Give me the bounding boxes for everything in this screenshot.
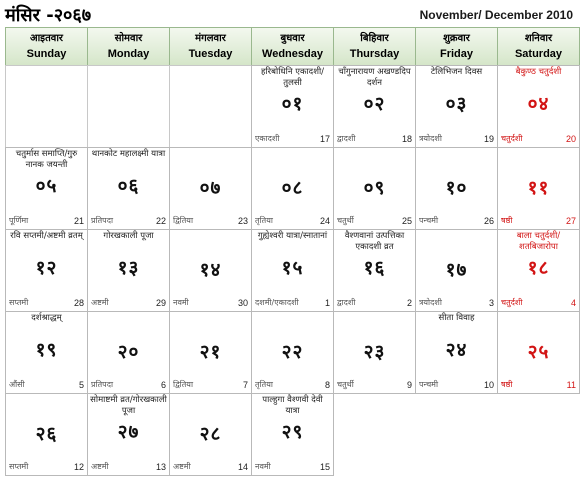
weekday-nepali-label: आइतवार	[29, 33, 64, 44]
nepali-day-number: २०	[117, 341, 140, 363]
day-cell[interactable]	[415, 65, 498, 148]
weekday-header-monday	[87, 27, 170, 66]
day-event-text: पाल्हुगा वैश्णवी देवी यात्रा	[262, 395, 323, 416]
nepali-day-number: १७	[445, 259, 468, 281]
nepali-day-number: २७	[117, 421, 140, 443]
gregorian-date-number: 3	[488, 298, 494, 308]
weekday-header-wednesday	[251, 27, 334, 66]
day-event-text: सीता विवाह	[438, 313, 475, 323]
nepali-day-number: २८	[199, 423, 222, 445]
weekday-header-tuesday	[169, 27, 252, 66]
day-cell[interactable]	[87, 147, 170, 230]
tithi-label: षष्ठी	[501, 216, 513, 225]
gregorian-date-number: 10	[483, 380, 494, 390]
weekday-english-label: Tuesday	[188, 48, 233, 60]
weekday-english-label: Friday	[439, 48, 473, 60]
day-cell[interactable]	[497, 311, 580, 394]
day-cell[interactable]	[169, 229, 252, 312]
nepali-day-number: ०९	[363, 177, 386, 199]
tithi-label: चतुर्थी	[337, 216, 354, 225]
day-cell[interactable]	[251, 393, 334, 476]
nepali-day-number: २२	[281, 341, 304, 363]
gregorian-date-number: 25	[401, 216, 412, 226]
gregorian-date-number: 5	[78, 380, 84, 390]
gregorian-date-number: 4	[570, 298, 576, 308]
gregorian-date-number: 1	[324, 298, 330, 308]
day-cell[interactable]	[87, 311, 170, 394]
calendar-title: मंसिर -२०६७	[5, 5, 92, 26]
gregorian-date-number: 20	[565, 134, 576, 144]
tithi-label: औंसी	[9, 380, 25, 389]
gregorian-date-number: 18	[401, 134, 412, 144]
gregorian-date-number: 27	[565, 216, 576, 226]
day-event-text: दर्शश्राद्धम्	[31, 313, 62, 323]
calendar-date-range: November/ December 2010	[419, 8, 573, 22]
day-cell[interactable]	[333, 229, 416, 312]
nepali-day-number: २५	[527, 341, 550, 363]
day-cell[interactable]	[5, 147, 88, 230]
day-event-text: थानकोट महालक्ष्मी यात्रा	[91, 149, 166, 159]
tithi-label: अष्टमी	[91, 462, 109, 471]
tithi-label: प्रतिपदा	[91, 216, 114, 225]
tithi-label: सप्तमी	[9, 462, 29, 471]
tithi-label: नवमी	[173, 298, 189, 307]
day-event-text: गुह्येश्वरी यात्रा/स्नातानां	[257, 231, 328, 241]
gregorian-date-number: 9	[406, 380, 412, 390]
day-cell[interactable]	[251, 65, 334, 148]
tithi-label: त्रयोदशी	[419, 134, 442, 143]
day-cell[interactable]	[87, 229, 170, 312]
weekday-header-friday	[415, 27, 498, 66]
weekday-english-label: Thursday	[349, 48, 400, 60]
gregorian-date-number: 17	[319, 134, 330, 144]
tithi-label: द्वादशी	[337, 134, 356, 143]
nepali-day-number: २१	[199, 341, 222, 363]
day-cell[interactable]	[251, 147, 334, 230]
weekday-nepali-label: बिहिवार	[360, 33, 389, 44]
nepali-day-number: २६	[35, 423, 58, 445]
empty-day-cell	[169, 65, 252, 148]
tithi-label: चतुर्दशी	[501, 134, 523, 143]
nepali-day-number: ०८	[281, 177, 304, 199]
day-cell[interactable]	[333, 311, 416, 394]
nepali-day-number: २३	[363, 341, 386, 363]
weekday-english-label: Monday	[107, 48, 150, 60]
nepali-day-number: ०२	[363, 93, 386, 115]
nepali-day-number: १९	[35, 339, 58, 361]
calendar-grid	[5, 27, 580, 477]
tithi-label: अष्टमी	[91, 298, 109, 307]
gregorian-date-number: 26	[483, 216, 494, 226]
tithi-label: द्वितिया	[173, 216, 194, 225]
gregorian-date-number: 19	[483, 134, 494, 144]
tithi-label: अष्टमी	[173, 462, 191, 471]
tithi-label: नवमी	[255, 462, 271, 471]
nepali-day-number: ०६	[117, 175, 140, 197]
tithi-label: चतुर्दशी	[501, 298, 523, 307]
nepali-day-number: १५	[281, 257, 304, 279]
nepali-day-number: २९	[281, 421, 304, 443]
gregorian-date-number: 13	[155, 462, 166, 472]
tithi-label: पूर्णिमा	[9, 216, 29, 225]
weekday-nepali-label: शुक्रवार	[443, 33, 470, 44]
day-event-text: हरिबोधिनि एकादशी/तुलसी	[260, 67, 325, 88]
gregorian-date-number: 24	[319, 216, 330, 226]
tithi-label: द्वादशी	[337, 298, 356, 307]
weekday-header-thursday	[333, 27, 416, 66]
tithi-label: सप्तमी	[9, 298, 29, 307]
tithi-label: द्वितिया	[173, 380, 194, 389]
tithi-label: तृतिया	[255, 216, 273, 225]
day-event-text: चतुर्मास समाप्ति/गुरु नानक जयन्ती	[15, 149, 78, 170]
day-cell[interactable]	[415, 229, 498, 312]
weekday-header-saturday	[497, 27, 580, 66]
nepali-day-number: २४	[445, 339, 468, 361]
day-cell[interactable]	[5, 229, 88, 312]
day-cell[interactable]	[497, 147, 580, 230]
weekday-nepali-label: शनिवार	[524, 33, 553, 44]
day-cell[interactable]	[333, 65, 416, 148]
nepali-day-number: १३	[117, 257, 140, 279]
weekday-english-label: Saturday	[514, 48, 563, 60]
tithi-label: तृतिया	[255, 380, 273, 389]
gregorian-date-number: 14	[237, 462, 248, 472]
gregorian-date-number: 7	[242, 380, 248, 390]
day-event-text: सोमाष्टमी व्रत/गोरखकाली पूजा	[90, 395, 167, 416]
day-event-text: चाँगुनारायण अखण्डदिप दर्शन	[338, 67, 411, 88]
tithi-label: दशमी/एकादशी	[255, 298, 299, 307]
day-cell[interactable]	[87, 393, 170, 476]
nepali-day-number: १४	[199, 259, 222, 281]
day-event-text: टेलिभिजन दिवस	[430, 67, 483, 77]
day-cell[interactable]	[415, 311, 498, 394]
gregorian-date-number: 12	[73, 462, 84, 472]
day-cell[interactable]	[169, 311, 252, 394]
day-event-text: रवि सप्तमी/अष्टमी व्रतम्	[10, 231, 83, 241]
nepali-day-number: ०४	[527, 93, 550, 115]
weekday-header-sunday	[5, 27, 88, 66]
gregorian-date-number: 15	[319, 462, 330, 472]
day-cell[interactable]	[497, 229, 580, 312]
nepali-day-number: १२	[35, 257, 58, 279]
weekday-nepali-label: बुधवार	[280, 33, 305, 44]
gregorian-date-number: 22	[155, 216, 166, 226]
empty-day-cell	[87, 65, 170, 148]
gregorian-date-number: 2	[406, 298, 412, 308]
gregorian-date-number: 28	[73, 298, 84, 308]
gregorian-date-number: 8	[324, 380, 330, 390]
tithi-label: एकादशी	[255, 134, 280, 143]
gregorian-date-number: 23	[237, 216, 248, 226]
nepali-day-number: ०३	[445, 93, 468, 115]
nepali-day-number: ०७	[199, 177, 222, 199]
gregorian-date-number: 21	[73, 216, 84, 226]
gregorian-date-number: 6	[160, 380, 166, 390]
nepali-day-number: ११	[527, 177, 550, 199]
tithi-label: षष्ठी	[501, 380, 513, 389]
nepali-day-number: १८	[527, 257, 550, 279]
weekday-nepali-label: सोमवार	[114, 33, 143, 44]
day-cell[interactable]	[251, 229, 334, 312]
day-event-text: बाला चतुर्दशी/शतबिजारोपा	[516, 231, 561, 252]
gregorian-date-number: 29	[155, 298, 166, 308]
nepali-day-number: १०	[445, 177, 468, 199]
tithi-label: पन्चमी	[419, 380, 439, 389]
empty-day-cell	[5, 65, 88, 148]
nepali-day-number: १६	[363, 257, 386, 279]
weekday-nepali-label: मंगलवार	[195, 33, 226, 44]
tithi-label: प्रतिपदा	[91, 380, 114, 389]
day-cell[interactable]	[333, 147, 416, 230]
day-cell[interactable]	[415, 147, 498, 230]
gregorian-date-number: 30	[237, 298, 248, 308]
gregorian-date-number: 11	[566, 380, 576, 390]
day-event-text: बैकुण्ठ चतुर्दशी	[515, 67, 562, 77]
day-cell[interactable]	[497, 65, 580, 148]
weekday-english-label: Sunday	[26, 48, 67, 60]
day-cell[interactable]	[5, 311, 88, 394]
day-event-text: गोरखकाली पूजा	[103, 231, 154, 241]
day-cell[interactable]	[251, 311, 334, 394]
nepali-day-number: ०१	[281, 93, 304, 115]
tithi-label: चतुर्थी	[337, 380, 354, 389]
weekday-english-label: Wednesday	[262, 48, 323, 60]
day-cell[interactable]	[5, 393, 88, 476]
day-event-text: वैश्णवानां उत्पत्तिका एकादशी व्रत	[344, 231, 405, 252]
tithi-label: पन्चमी	[419, 216, 439, 225]
nepali-day-number: ०५	[35, 175, 58, 197]
day-cell[interactable]	[169, 393, 252, 476]
day-cell[interactable]	[169, 147, 252, 230]
tithi-label: त्रयोदशी	[419, 298, 442, 307]
